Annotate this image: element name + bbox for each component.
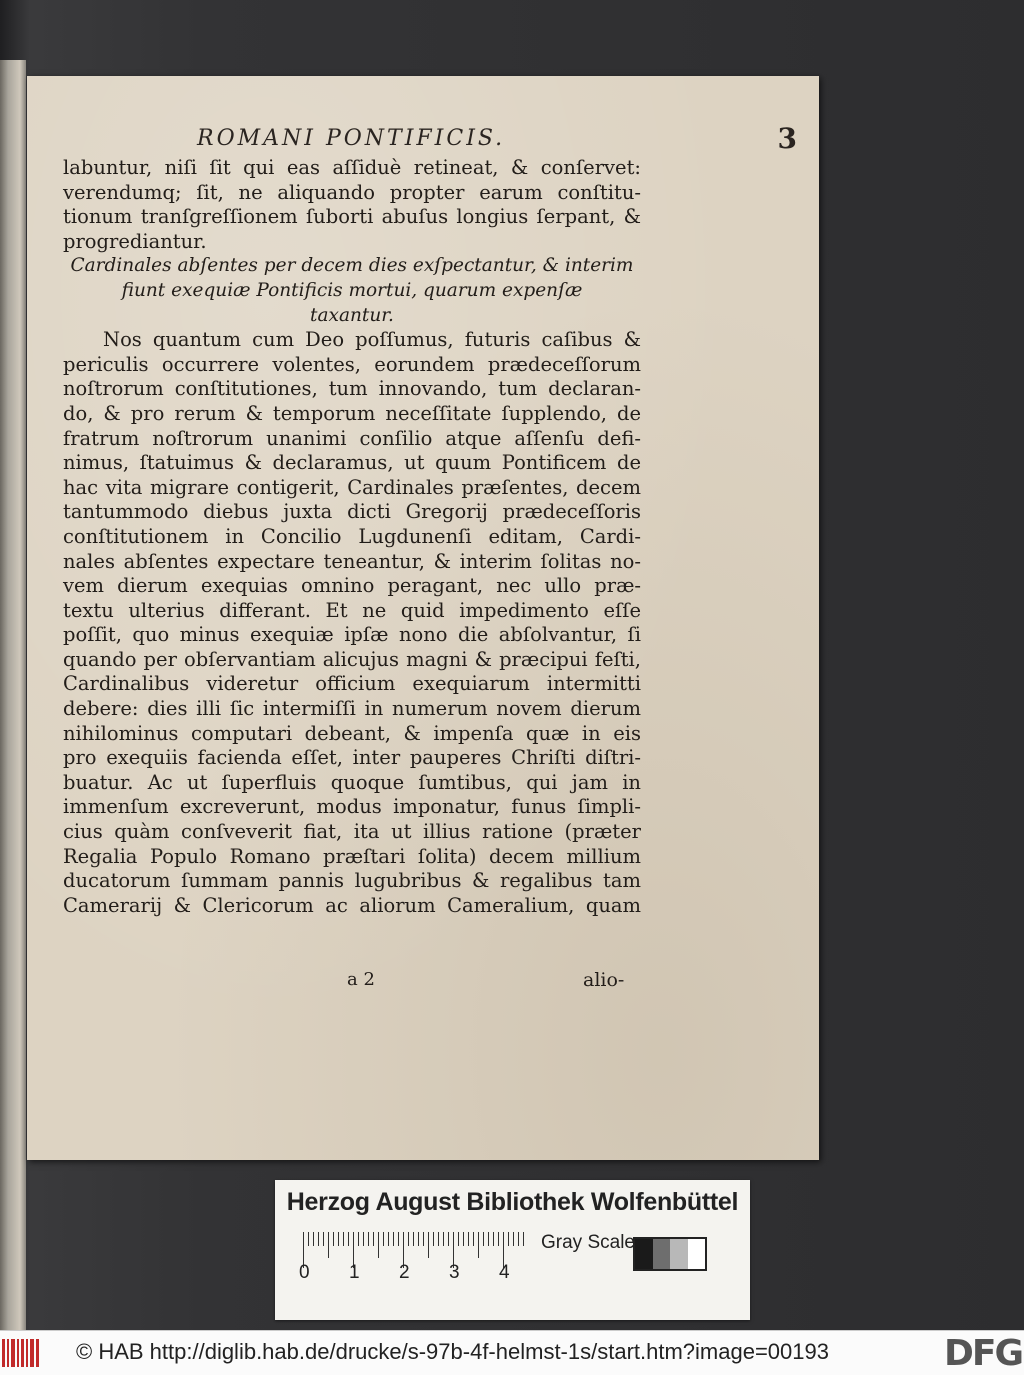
text-line: tantummodo diebus juxta dicti Gregorij prædeceſſoris bbox=[63, 500, 641, 524]
text-line: fratrum noſtrorum unanimi conſilio atque aſſenſu defi- bbox=[63, 426, 641, 450]
ruler-tick bbox=[448, 1232, 449, 1246]
section-heading bbox=[63, 254, 641, 328]
text-line: fiunt exequiæ Pontificis mortui, quarum expenſæ bbox=[121, 279, 583, 301]
catchword: alio- bbox=[583, 969, 625, 991]
text-line: poſſit, quo minus exequiæ ipſæ nono die abſolvantur, ſi bbox=[63, 623, 641, 647]
page-number: 3 bbox=[777, 122, 797, 155]
text-line: nimus, ſtatuimus & declaramus, ut quum Pontificem de bbox=[63, 451, 641, 475]
ruler-label: 3 bbox=[449, 1262, 460, 1283]
text-line: textu ulterius differant. Et ne quid impedimento eſſe bbox=[63, 598, 641, 622]
ruler-tick bbox=[368, 1232, 369, 1246]
text-line: taxantur. bbox=[310, 304, 394, 326]
ruler-tick bbox=[383, 1232, 384, 1246]
swatch-cell bbox=[688, 1239, 706, 1269]
text-line: ducatorum ſummam pannis lugubribus & regalibus tam bbox=[63, 869, 641, 893]
text-line: Cardinales abſentes per decem dies exſpectantur, & interim bbox=[70, 255, 634, 277]
ruler-label: 2 bbox=[399, 1262, 410, 1283]
barcode-bar bbox=[36, 1339, 39, 1367]
page-header bbox=[197, 122, 797, 160]
ruler-tick bbox=[408, 1232, 409, 1246]
ruler-tick bbox=[338, 1232, 339, 1246]
scale-ruler bbox=[303, 1232, 525, 1268]
ruler-tick bbox=[398, 1232, 399, 1246]
barcode-bar bbox=[26, 1339, 28, 1367]
ruler-tick bbox=[428, 1232, 429, 1258]
ruler-tick bbox=[488, 1232, 489, 1246]
ruler-tick bbox=[343, 1232, 344, 1246]
text-line: Regalia Populo Romano præſtari ſolita) decem millium bbox=[63, 844, 641, 868]
ruler-tick bbox=[458, 1232, 459, 1246]
text-line: vem dierum exequias omnino peragant, nec ullo præ- bbox=[63, 574, 641, 598]
ruler-tick bbox=[313, 1232, 314, 1246]
text-line: pro exequiis facienda eſſet, inter pauperes Chriſti diſtri- bbox=[63, 746, 641, 770]
text-line: nales abſentes expectare teneantur, & interim ſolitas no- bbox=[63, 549, 641, 573]
facing-page-edge bbox=[0, 60, 26, 1360]
ruler-tick bbox=[308, 1232, 309, 1246]
text-line: do, & pro rerum & temporum neceſſitate ſupplendo, de bbox=[63, 401, 641, 425]
ruler-tick bbox=[473, 1232, 474, 1246]
library-label-card bbox=[275, 1180, 750, 1320]
library-name: Herzog August Bibliothek Wolfenbüttel bbox=[286, 1188, 739, 1216]
grayscale-swatch bbox=[633, 1237, 707, 1271]
text-line: nihilominus computari debeant, & impenſa quæ in eis bbox=[63, 721, 641, 745]
grayscale-label: Gray Scale bbox=[541, 1232, 635, 1253]
ruler-tick bbox=[388, 1232, 389, 1246]
ruler-tick bbox=[358, 1232, 359, 1246]
ruler-tick bbox=[498, 1232, 499, 1246]
text-line: conſtitutionem in Concilio Lugdunenſi editam, Cardi- bbox=[63, 524, 641, 548]
ruler-tick bbox=[348, 1232, 349, 1246]
paragraph-continued bbox=[63, 156, 641, 254]
barcode-bar bbox=[11, 1339, 15, 1367]
text-line: hac vita migrare contigerit, Cardinales præſentes, decem bbox=[63, 475, 641, 499]
ruler-tick bbox=[478, 1232, 479, 1258]
dfg-logo: DFG bbox=[943, 1333, 1022, 1374]
barcode-icon bbox=[2, 1339, 46, 1367]
ruler-tick bbox=[323, 1232, 324, 1246]
running-head: ROMANI PONTIFICIS. bbox=[197, 126, 506, 151]
text-line: buatur. Ac ut ſuperfluis quoque ſumtibus, qui jam in bbox=[63, 770, 641, 794]
text-line: quando per obſervantiam alicujus magni & præcipui feſti, bbox=[63, 647, 641, 671]
ruler-label: 1 bbox=[349, 1262, 360, 1283]
ruler-tick bbox=[378, 1232, 379, 1258]
text-line: labuntur, niſi ſit qui eas aſſiduè retineat, & conſervet: bbox=[63, 156, 641, 179]
ruler-label: 4 bbox=[499, 1262, 510, 1283]
paragraph-body bbox=[63, 328, 641, 918]
footer-bar bbox=[0, 1330, 1024, 1375]
signature-mark: a 2 bbox=[347, 969, 375, 990]
barcode-bar bbox=[21, 1339, 24, 1367]
text-block bbox=[63, 156, 641, 918]
ruler-tick bbox=[373, 1232, 374, 1246]
ruler-tick bbox=[468, 1232, 469, 1246]
text-line: Nos quantum cum Deo poſſumus, futuris caſibus & bbox=[103, 328, 641, 352]
text-line: progrediantur. bbox=[63, 229, 207, 253]
text-line: Cardinalibus videretur officium exequiarum intermitti bbox=[63, 672, 641, 696]
ruler-tick bbox=[518, 1232, 519, 1246]
ruler-tick bbox=[328, 1232, 329, 1258]
ruler-tick bbox=[393, 1232, 394, 1246]
ruler-tick bbox=[508, 1232, 509, 1246]
ruler-tick bbox=[318, 1232, 319, 1246]
ruler-tick bbox=[513, 1232, 514, 1246]
ruler-tick bbox=[483, 1232, 484, 1246]
text-line: cius quàm conſveverit fiat, ita ut illius ratione (præter bbox=[63, 820, 641, 844]
ruler-tick bbox=[423, 1232, 424, 1246]
text-line: immenſum excreverunt, modus imponatur, funus ſimpli- bbox=[63, 795, 641, 819]
book-page bbox=[27, 76, 819, 1160]
source-url[interactable]: © HAB http://diglib.hab.de/drucke/s-97b-4f-helmst-1s/start.htm?image=00193 bbox=[76, 1339, 829, 1364]
barcode-bar bbox=[17, 1339, 19, 1367]
text-line: verendumq; ſit, ne aliquando propter earum conſtitu- bbox=[63, 180, 641, 204]
barcode-bar bbox=[2, 1339, 5, 1367]
barcode-bar bbox=[7, 1339, 9, 1367]
text-line: periculis occurrere volentes, eorundem prædeceſſorum bbox=[63, 352, 641, 376]
ruler-tick bbox=[418, 1232, 419, 1246]
swatch-cell bbox=[635, 1239, 653, 1269]
ruler-tick bbox=[363, 1232, 364, 1246]
text-line: Camerarij & Clericorum ac aliorum Cameralium, quam bbox=[63, 893, 641, 917]
ruler-tick bbox=[333, 1232, 334, 1246]
ruler-tick bbox=[413, 1232, 414, 1246]
barcode-bar bbox=[30, 1339, 34, 1367]
ruler-tick bbox=[523, 1232, 524, 1246]
ruler-tick bbox=[463, 1232, 464, 1246]
ruler-tick bbox=[438, 1232, 439, 1246]
ruler-tick bbox=[493, 1232, 494, 1246]
ruler-tick bbox=[443, 1232, 444, 1246]
swatch-cell bbox=[670, 1239, 688, 1269]
ruler-label: 0 bbox=[299, 1262, 310, 1283]
text-line: noſtrorum conſtitutiones, tum innovando, tum declaran- bbox=[63, 377, 641, 401]
text-line: tionum tranſgreſſionem ſuborti abuſus longius ſerpant, & bbox=[63, 205, 641, 229]
swatch-cell bbox=[653, 1239, 671, 1269]
ruler-tick bbox=[433, 1232, 434, 1246]
text-line: debere: dies illi ſic intermiſſi in numerum novem dierum bbox=[63, 697, 641, 721]
